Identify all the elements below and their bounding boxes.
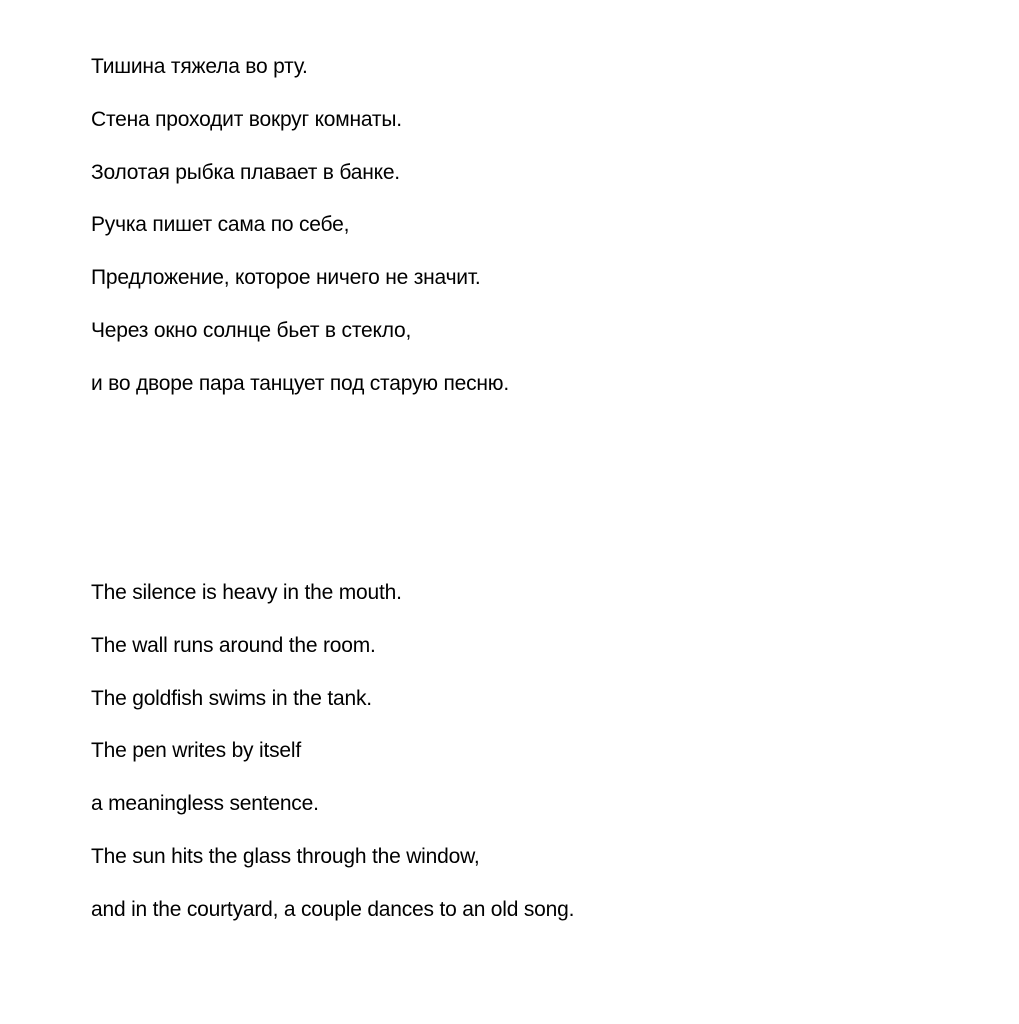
poem-line: a meaningless sentence. <box>91 792 319 816</box>
poem-line: The pen writes by itself <box>91 739 301 763</box>
poem-line: Ручка пишет сама по себе, <box>91 213 350 237</box>
english-poem <box>91 578 574 948</box>
poem-line: and in the courtyard, a couple dances to an old song. <box>91 897 575 921</box>
poem-line: The wall runs around the room. <box>91 633 376 657</box>
poem-line: Стена проходит вокруг комнаты. <box>91 107 402 131</box>
poem-line: The silence is heavy in the mouth. <box>91 581 402 604</box>
poem-line: Предложение, которое ничего не значит. <box>91 266 481 290</box>
poem-line: и во дворе пара танцует под старую песню. <box>91 371 509 395</box>
poem-line: The goldfish swims in the tank. <box>91 686 372 710</box>
poem-line: Золотая рыбка плавает в банке. <box>91 160 400 184</box>
russian-poem <box>91 52 509 422</box>
poem-line: Через окно солнце бьет в стекло, <box>91 318 412 342</box>
poem-line: The sun hits the glass through the window, <box>91 844 480 868</box>
poem-line: Тишина тяжела во рту. <box>91 55 308 78</box>
